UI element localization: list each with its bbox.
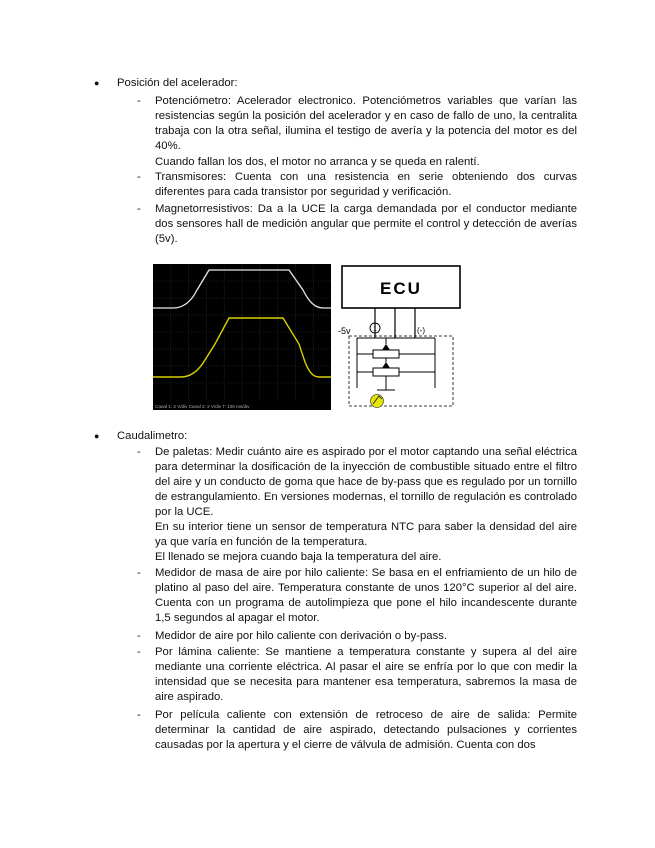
item-paletas: De paletas: Medir cuánto aire es aspirado por el motor captando una señal eléctrica para determinar la dosificación de la inyección de combustible situado entre el filtro del aire y un conducto de goma que hace de by-pass que es regulado por un tornillo de estrangulamiento. En versiones modernas, el tornillo de regulación es controlado por la UCE. (155, 446, 577, 518)
ecu-label: ECU (380, 279, 422, 298)
scope-caption: Canal 1: 2 V/div Canal 2: 2 V/div T: 100 ms/div (155, 404, 250, 409)
dash-marker: - (137, 646, 141, 658)
resistor-1 (373, 350, 399, 358)
dash-marker: - (137, 630, 141, 642)
section-title-caudalimetro: Caudalimetro: (117, 430, 188, 442)
label-minus: (-) (417, 326, 425, 335)
dash-marker: - (137, 203, 141, 215)
item-llenado: El llenado se mejora cuando baja la temperatura del aire. (155, 551, 442, 563)
oscilloscope-figure (153, 264, 331, 410)
sensor-dashed-box (349, 336, 453, 406)
label-circle-number: 1 (373, 326, 377, 333)
item-potenciometro: Potenciómetro: Acelerador electronico. Potenciómetros variables que varían las resistencias según la posición del acelerador y en caso de fallo de uno, la centralita trabaja con la otra señal, ilumina el testigo de avería y la potencia del motor es del 40%. (155, 95, 577, 152)
item-lamina-caliente: Por lámina caliente: Se mantiene a temperatura constante y supera al del aire mediante una corriente eléctrica. Al pasar el aire se enfría por lo que con medir la intensidad que se necesita para mantener esa temperatura, sabremos la masa de aire aspirado. (155, 646, 577, 703)
item-fallo: Cuando fallan los dos, el motor no arranca y se queda en ralentí. (155, 156, 480, 168)
pedal-icon (371, 395, 384, 408)
dash-marker: - (137, 567, 141, 579)
item-magnetorresistivos: Magnetorresistivos: Da a la UCE la carga demandada por el conductor mediante dos sensores hall de medición angular que permite el control y detección de averías (5v). (155, 203, 577, 245)
dash-marker: - (137, 709, 141, 721)
section-title-acelerador: Posición del acelerador: (117, 77, 238, 89)
dash-marker: - (137, 171, 141, 183)
item-bypass: Medidor de aire por hilo caliente con derivación o by-pass. (155, 630, 447, 642)
item-hilo-caliente: Medidor de masa de aire por hilo caliente: Se basa en el enfriamiento de un hilo de platino al paso del aire. Temperatura constante de unos 120°C superior al del aire. Cuenta con un programa de autolimpieza que pone el hilo incandescente durante 1,5 segundos al apagar el motor. (155, 567, 577, 624)
dash-marker: - (137, 95, 141, 107)
bullet-marker: ● (94, 78, 100, 88)
bullet-marker: ● (94, 431, 100, 441)
wiper-arrow-1 (382, 344, 390, 350)
wiper-arrow-2 (382, 362, 390, 368)
item-transmisores: Transmisores: Cuenta con una resistencia en serie obteniendo dos curvas diferentes para cada transistor por seguridad y verificación. (155, 171, 577, 198)
label-5v: -5v (338, 326, 351, 336)
ecu-diagram (337, 264, 467, 414)
dash-marker: - (137, 446, 141, 458)
item-pelicula-caliente: Por película caliente con extensión de retroceso de aire de salida: Permite determinar la cantidad de aire aspirado, detectando pulsaciones y corrientes causadas por la apertura y el cierre de válvula de admisión. Cuenta con dos (155, 709, 577, 751)
item-ntc: En su interior tiene un sensor de temperatura NTC para saber la densidad del aire ya que varía en función de la temperatura. (155, 521, 577, 548)
resistor-2 (373, 368, 399, 376)
